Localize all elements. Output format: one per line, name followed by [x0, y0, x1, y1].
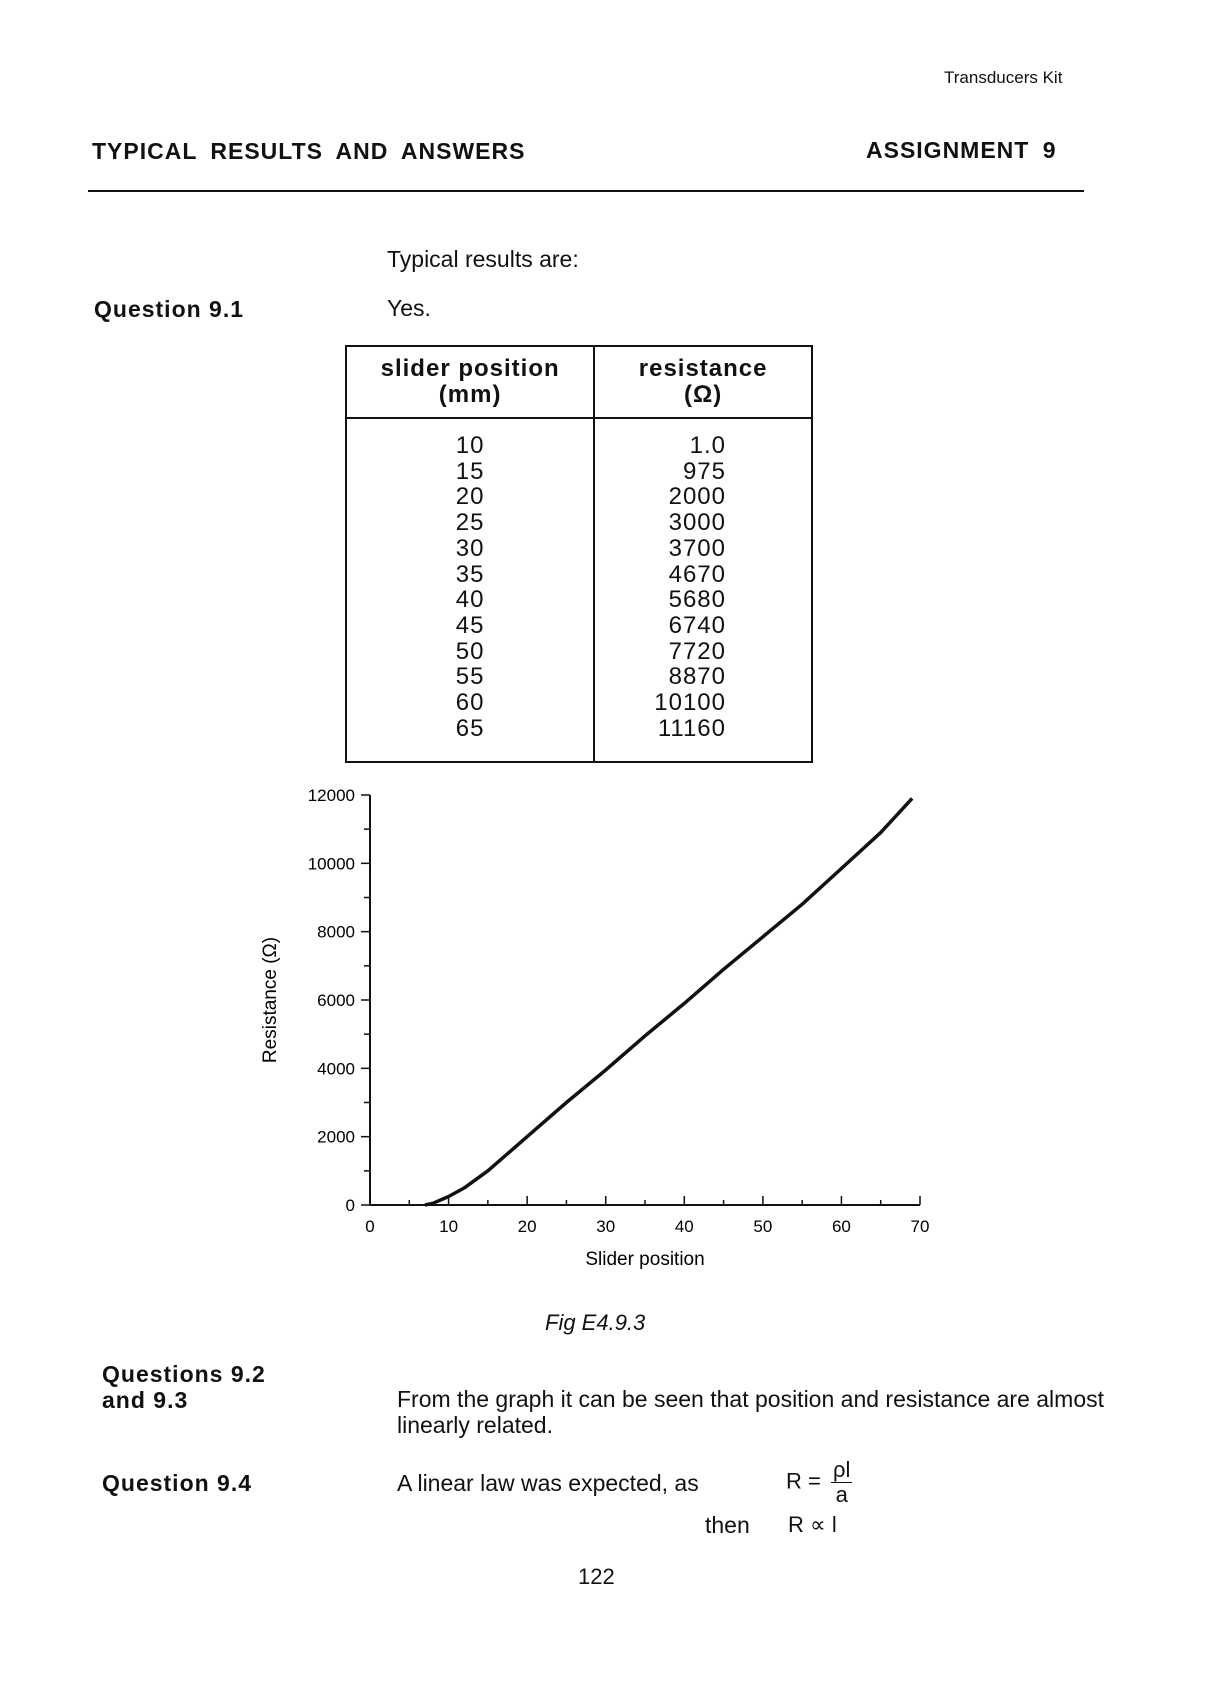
- table-cell-resistance: 2000: [668, 483, 726, 511]
- slider-position-column: [346, 418, 594, 762]
- table-cell-resistance: 11160: [657, 714, 726, 742]
- assignment-label: ASSIGNMENT 9: [866, 137, 1057, 163]
- table-cell-resistance: 5680: [668, 586, 726, 614]
- y-tick-label: 4000: [317, 1059, 355, 1079]
- table-cell-resistance: 1.0: [689, 432, 726, 459]
- x-tick-label: 0: [365, 1217, 375, 1236]
- table-cell-position: 20: [455, 483, 485, 511]
- question-9-1-label: Question 9.1: [94, 296, 245, 322]
- y-tick-label: 8000: [317, 922, 355, 942]
- table-cell-position: 45: [455, 611, 485, 639]
- table-cell-position: 65: [455, 714, 485, 742]
- question-9-4-label: Question 9.4: [102, 1470, 253, 1496]
- questions-9-2-9-3-label-cont: and 9.3: [102, 1387, 189, 1413]
- x-tick-label: 60: [831, 1217, 851, 1236]
- table-cell-resistance: 3000: [668, 509, 726, 537]
- column-header-slider-position: [346, 346, 594, 418]
- table-cell-resistance: 8870: [668, 663, 726, 691]
- y-tick-label: 6000: [317, 991, 355, 1010]
- table-cell-position: 40: [455, 586, 485, 614]
- resistance-line: [425, 798, 912, 1205]
- question-9-4-answer: A linear law was expected, as: [397, 1470, 699, 1496]
- resistance-chart: [240, 780, 940, 1300]
- column-header-resistance: [594, 346, 812, 418]
- column-header-line: slider position: [380, 355, 560, 382]
- table-cell-position: 35: [455, 560, 485, 588]
- page-number: 122: [578, 1564, 615, 1589]
- table-cell-position: 60: [455, 689, 485, 717]
- table-cell-position: 50: [455, 637, 485, 665]
- table-body-row: [346, 418, 812, 762]
- table-cell-position: 30: [455, 534, 485, 562]
- resistance-column: [594, 418, 812, 762]
- table-cell-resistance: 4670: [668, 560, 726, 588]
- y-tick-label: 2000: [317, 1127, 355, 1147]
- then-text: then: [705, 1512, 750, 1538]
- table-cell-resistance: 7720: [668, 637, 726, 665]
- x-tick-label: 20: [517, 1217, 537, 1236]
- table-cell-resistance: 975: [682, 457, 726, 485]
- x-tick-label: 70: [910, 1217, 930, 1236]
- results-table: [345, 345, 813, 763]
- intro-text: Typical results are:: [387, 246, 579, 272]
- figure-caption: Fig E4.9.3: [545, 1310, 646, 1335]
- questions-9-2-9-3-label: Questions 9.2: [102, 1361, 266, 1387]
- y-tick-label: 10000: [307, 854, 355, 874]
- header-rule: [88, 190, 1084, 192]
- table-cell-position: 10: [455, 432, 485, 459]
- x-tick-label: 10: [439, 1217, 459, 1236]
- proportionality-equation: R ∝ l: [788, 1512, 837, 1537]
- table-cell-position: 25: [455, 509, 485, 537]
- x-tick-label: 50: [753, 1217, 773, 1236]
- resistance-equation: [786, 1458, 852, 1507]
- column-header-unit: (Ω): [684, 381, 723, 408]
- running-header: Transducers Kit: [944, 68, 1063, 87]
- y-axis-label: Resistance (Ω): [260, 936, 281, 1064]
- table-cell-resistance: 6740: [668, 611, 726, 639]
- equation-denominator: a: [835, 1482, 848, 1507]
- table-header-row: [346, 346, 812, 418]
- column-header-unit: (mm): [438, 381, 502, 408]
- equation-fraction: [831, 1458, 852, 1507]
- equation-numerator: ρl: [832, 1457, 851, 1482]
- table-cell-position: 55: [455, 663, 485, 691]
- section-heading: TYPICAL RESULTS AND ANSWERS: [92, 138, 526, 164]
- y-tick-label: 0: [345, 1196, 355, 1215]
- x-tick-label: 30: [596, 1217, 616, 1236]
- y-tick-label: 12000: [307, 786, 355, 805]
- questions-9-2-9-3-answer: From the graph it can be seen that position and resistance are almost linearly related.: [397, 1386, 1105, 1438]
- table-cell-position: 15: [455, 457, 485, 485]
- column-header-line: resistance: [638, 355, 768, 382]
- x-tick-label: 40: [674, 1217, 694, 1236]
- equation-lhs: R =: [786, 1468, 821, 1494]
- table-cell-resistance: 10100: [654, 689, 726, 717]
- x-axis-label: Slider position: [585, 1249, 705, 1270]
- question-9-1-answer: Yes.: [387, 295, 431, 321]
- table-cell-resistance: 3700: [668, 534, 726, 562]
